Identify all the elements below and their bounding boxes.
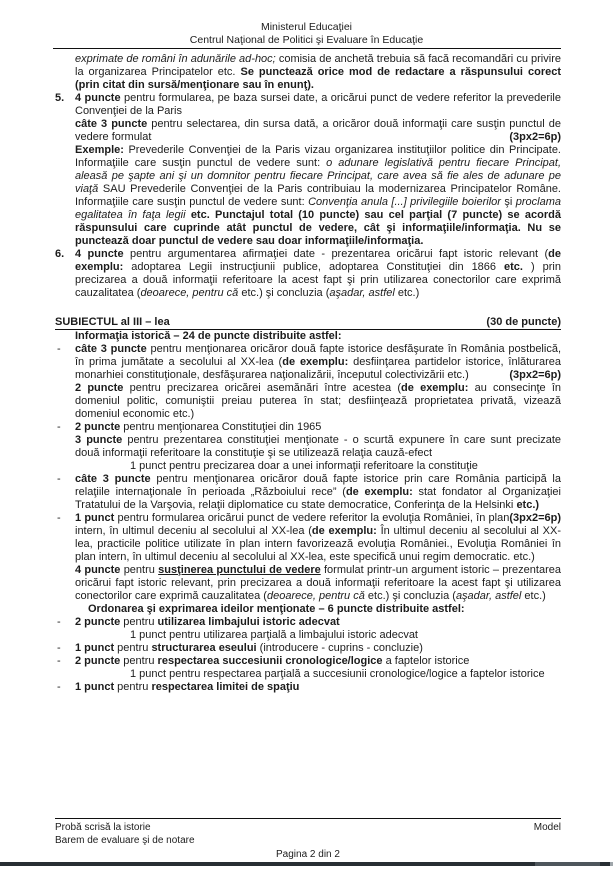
dash-item <box>57 421 561 434</box>
list-marker: - <box>57 642 61 654</box>
text-run: stat fondator al Organizaţiei Tratatului de la Varşovia, relaţii diplomatice cu state democratice, Conferinţa de la Helsinki <box>75 486 561 511</box>
sub-criterion <box>130 460 561 473</box>
text-run: 4 puncte <box>75 248 124 260</box>
paragraph <box>75 53 561 92</box>
text-run: 2 puncte <box>75 421 121 433</box>
text-run: pentru formularea, pe baza sursei date, a oricărui punct de vedere referitor la prevederile Convenţiei de la Paris <box>75 92 561 117</box>
page-header <box>0 0 613 47</box>
score-label: (3px2=6p) <box>509 131 561 143</box>
text-run: proclama egalitatea în faţa legii <box>75 196 561 221</box>
item-continuation <box>75 144 561 248</box>
dash-item <box>57 681 561 694</box>
text-run: 2 puncte <box>75 382 124 394</box>
text-run: deoarece, pentru că <box>266 590 365 602</box>
header-line-center: Centrul Naţional de Politici şi Evaluare în Educaţie <box>189 34 424 46</box>
text-run: adoptarea Legii instrucţiunii publice, adoptarea Constituţiei din 1866 <box>123 261 505 273</box>
list-marker: - <box>57 616 61 628</box>
text-run: de exemplu: <box>345 486 413 498</box>
section-heading-points: (30 de puncte) <box>486 316 561 328</box>
text-run: de exemplu: <box>75 248 561 273</box>
text-run: 2 puncte <box>75 616 121 628</box>
text-run: SAU Prevederile Convenţiei de la Paris contribuiau la modernizarea Principatelor Române. Informaţiile care susţin punctul de vedere sunt: <box>75 183 561 208</box>
text-run: etc.) şi concluzia ( <box>238 287 330 299</box>
text-run: 4 puncte <box>75 564 121 576</box>
sub-criterion <box>130 629 561 642</box>
text-run: pentru <box>120 616 158 628</box>
text-run: pentru formularea oricărui punct de vedere referitor la evoluţia României, în plan intern, în ultimul deceniu al secolului al XX-lea ( <box>75 512 510 537</box>
score-label: (3px2=6p) <box>509 512 561 524</box>
text-run: au consecinţe în domeniul politic, comuniştii preiau puterea în stat; desfiinţează proprietatea privată, vizează domeniul economic etc.) <box>75 382 561 420</box>
sub-criterion <box>130 668 561 681</box>
text-run: utilizarea limbajului istoric adecvat <box>157 616 340 628</box>
list-marker: - <box>57 421 61 433</box>
dash-item <box>57 642 561 655</box>
text-run: câte 3 puncte <box>75 473 151 485</box>
text-run: Prevederile Convenţiei de la Paris vizau organizarea instituţiilor politice din Principate. Informaţiile care susţin punctul de vedere sunt: <box>75 144 561 169</box>
list-marker: 6. <box>55 248 65 260</box>
text-run: deoarece, pentru că <box>140 287 239 299</box>
text-run: Ordonarea şi exprimarea ideilor menţionate – 6 puncte distribuite astfel: <box>88 603 465 615</box>
list-marker: - <box>57 473 61 485</box>
text-run: etc.) <box>516 499 540 511</box>
text-run: 1 punct pentru respectarea parţială a succesiunii cronologice/logice a faptelor istorice <box>130 668 545 680</box>
item-continuation <box>75 382 561 421</box>
header-line-ministry: Ministerul Educaţiei <box>260 21 353 33</box>
footer-rule <box>55 818 561 819</box>
subsection-title <box>75 330 561 343</box>
text-run: câte 3 puncte <box>75 343 147 355</box>
text-run: pentru menţionarea oricăror două fapte istorice prin care România participă la relaţiile internaţionale în perioada „Războiului rece” ( <box>75 473 561 498</box>
text-run: aşadar, astfel <box>455 590 522 602</box>
text-run: structurarea eseului <box>151 642 257 654</box>
item-continuation <box>75 118 561 144</box>
text-run: Exemple: <box>75 144 124 156</box>
text-run: şi <box>500 196 516 208</box>
list-marker: - <box>57 655 61 667</box>
text-run: a faptelor istorice <box>382 655 470 667</box>
text-run: 1 punct pentru precizarea doar a unei informaţii referitoare la constituţie <box>130 460 478 472</box>
section-heading <box>55 316 561 330</box>
section-heading-title: SUBIECTUL al III – lea <box>55 316 170 328</box>
text-run: ) prin precizarea a două informaţii referitoare la acest fapt şi prin utilizarea conectorilor care exprimă cauzalitatea ( <box>75 261 561 299</box>
text-run: respectarea succesiunii cronologice/logice <box>157 655 383 667</box>
numbered-item <box>55 248 561 300</box>
text-run: etc. <box>504 261 523 273</box>
text-run: etc.) <box>394 287 420 299</box>
text-run: Convenţia anula [...] privilegiile boierilor <box>308 196 501 208</box>
text-run: pentru menţionarea Constituţiei din 1965 <box>120 421 322 433</box>
bottom-edge-bar-light-segment <box>535 862 600 866</box>
list-marker: 5. <box>55 92 65 104</box>
list-marker: - <box>57 512 61 524</box>
spacer <box>55 300 561 316</box>
text-run: pentru precizarea oricărei asemănări între acestea ( <box>123 382 402 394</box>
footer-barem-label: Barem de evaluare şi de notare <box>55 835 195 846</box>
list-marker: - <box>57 343 61 355</box>
dash-item <box>57 512 561 564</box>
subsection-title <box>88 603 561 616</box>
dash-item <box>57 616 561 629</box>
text-run: o adunare legislativă pentru fiecare Principat, aleasă pe şapte ani şi un domnitor pentru fiecare Principat, care avea să fie ales de adunare pe viaţă <box>75 157 561 195</box>
text-run: pentru <box>114 681 152 693</box>
page-footer <box>55 818 561 861</box>
score-label: (3px2=6p) <box>509 369 561 381</box>
text-run: pentru selectarea, din sursa dată, a oricăror două informaţii care susţin punctul de vedere formulat <box>75 118 561 143</box>
text-run: Informaţia istorică – 24 de puncte distribuite astfel: <box>75 330 342 342</box>
text-run: pentru <box>114 642 152 654</box>
bottom-edge-bar <box>0 862 613 866</box>
text-run: 1 punct <box>75 681 115 693</box>
text-run: de exemplu: <box>311 525 377 537</box>
text-run: exprimate de români în adunările ad-hoc; <box>75 53 279 65</box>
dash-item <box>57 655 561 668</box>
text-run: respectarea limitei de spaţiu <box>151 681 300 693</box>
text-run: Punctajul total (10 puncte) sau cel parţial (7 puncte) se acordă răspunsului care cuprinde atât punctul de vedere, cât şi informaţiile/informaţia. Nu se punctează doar punctul de vedere sau doar informaţiile/informaţia. <box>75 209 561 247</box>
text-run: etc.) <box>521 590 546 602</box>
footer-exam-title: Probă scrisă la istorie <box>55 822 151 833</box>
text-run: Se punctează orice mod de redactare a răspunsului corect (prin citat din sursă/menţionare sau în enunţ). <box>75 66 561 91</box>
item-continuation <box>75 564 561 603</box>
item-continuation <box>75 434 561 460</box>
text-run: În ultimul deceniu al secolului al XX-lea, practicile politice utilizate în plan intern favorizează evoluţia României., Evoluţia României în plan intern, în ultimul deceniu al secolului al XX-lea, este specifică unui regim democratic. etc.) <box>75 525 561 563</box>
list-marker: - <box>57 681 61 693</box>
text-run: desfiinţarea partidelor istorice, înlăturarea monarhiei constituţionale, desfăşurarea naţionalizării, începutul colectivizării etc.) <box>75 356 561 381</box>
text-run: (introducere - cuprins - concluzie) <box>256 642 423 654</box>
text-run: pentru <box>120 564 159 576</box>
header-rule <box>53 48 561 49</box>
text-run: de exemplu: <box>401 382 469 394</box>
numbered-item <box>55 92 561 118</box>
text-run: de exemplu: <box>282 356 349 368</box>
text-run: comisia de anchetă trebuia să facă recomandări cu privire la organizarea Principatelor etc. <box>75 53 561 78</box>
text-run: câte 3 puncte <box>75 118 148 130</box>
document-content <box>55 53 561 694</box>
text-run: etc. <box>185 209 216 221</box>
text-run: pentru prezentarea constituţiei menţionate - o scurtă expunere în care sunt precizate două informaţii referitoare la constituţie şi se utilizează relaţia cauză-efect <box>75 434 561 459</box>
text-run: aşadar, astfel <box>329 287 395 299</box>
text-run: 3 puncte <box>75 434 123 446</box>
footer-model-label: Model <box>533 822 561 833</box>
dash-item <box>57 343 561 382</box>
text-run: pentru <box>120 655 158 667</box>
text-run: pentru argumentarea afirmaţiei date - prezentarea oricărui fapt istoric relevant ( <box>123 248 549 260</box>
text-run: 1 punct pentru utilizarea parţială a limbajului istoric adecvat <box>130 629 418 641</box>
text-run: etc.) şi concluzia ( <box>364 590 456 602</box>
text-run: 1 punct <box>75 642 115 654</box>
text-run: 2 puncte <box>75 655 121 667</box>
text-run: 4 puncte <box>75 92 121 104</box>
text-run: pentru menţionarea oricăror două fapte istorice desfăşurate în România postbelică, în prima jumătate a secolului al XX-lea ( <box>75 343 561 368</box>
footer-page-number: Pagina 2 din 2 <box>276 849 340 860</box>
text-run: 1 punct <box>75 512 115 524</box>
text-run: susţinerea punctului de vedere <box>158 564 321 576</box>
text-run: formulat printr-un argument istoric – prezentarea oricărui fapt istoric relevant, prin precizarea a două informaţii referitoare la acest fapt şi utilizarea conectorilor care exprimă cauzalitatea ( <box>75 564 561 602</box>
